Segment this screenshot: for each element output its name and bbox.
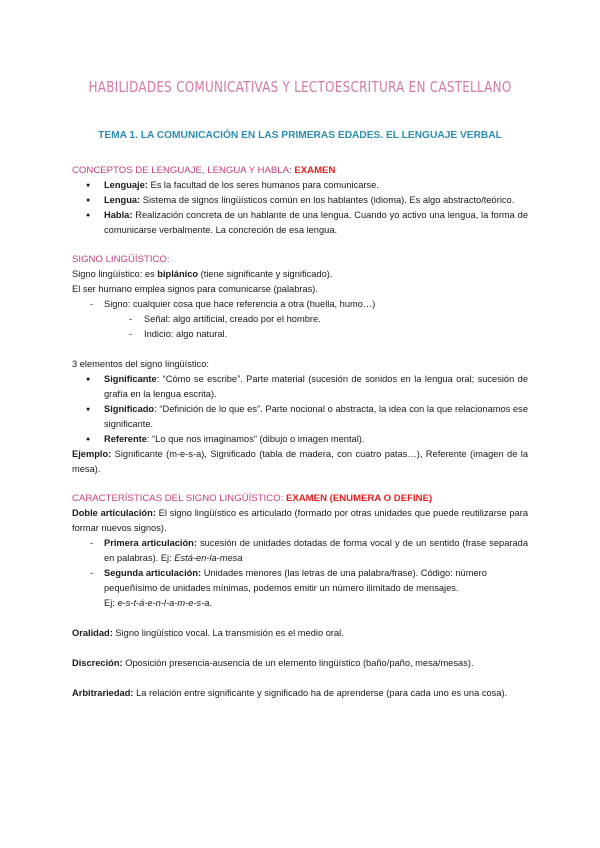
document-title: HABILIDADES COMUNICATIVAS Y LECTOESCRITURA EN CASTELLANO xyxy=(88,78,512,96)
exam-tag: EXAMEN (ENUMERA O DEFINE) xyxy=(285,493,433,504)
exam-tag: EXAMEN xyxy=(294,165,336,176)
signo-usage: El ser humano emplea signos para comunicarse (palabras). xyxy=(72,284,318,294)
list-item: - Indicio: algo natural. xyxy=(72,327,528,342)
list-item: ● Referente: “Lo que nos imaginamos” (dibujo o imagen mental). xyxy=(72,432,528,447)
section-heading-conceptos: CONCEPTOS DE LENGUAJE, LENGUA Y HABLA: EXAMEN xyxy=(72,165,336,176)
doble-articulacion: Doble articulación: El signo lingüístico es articulado (formado por otras unidades que puede reutilizarse para formar nuevos signos). xyxy=(72,508,528,533)
oralidad: Oralidad: Signo lingüístico vocal. La transmisión es el medio oral. xyxy=(72,628,344,638)
document-body xyxy=(72,163,528,701)
list-item: - Signo: cualquier cosa que hace referencia a otra (huella, humo…) xyxy=(72,297,528,312)
conceptos-list xyxy=(72,178,528,238)
section-heading-signo: SIGNO LINGÜÍSTICO: xyxy=(72,254,170,265)
discrecion: Discreción: Oposición presencia-ausencia de un elemento lingüístico (baño/paño, mesa/mesas). xyxy=(72,658,474,668)
signo-list xyxy=(72,297,528,342)
articulacion-list xyxy=(72,536,528,611)
list-item: - Señal: algo artificial, creado por el hombre. xyxy=(72,312,528,327)
list-item: ● Habla: Realización concreta de un hablante de una lengua. Cuando yo activo una lengua, la forma de comunicarse verbalmente. La concreción de esa lengua. xyxy=(72,208,528,238)
section-heading-caracteristicas: CARACTERÍSTICAS DEL SIGNO LINGÜÍSTICO: EXAMEN (ENUMERA O DEFINE) xyxy=(72,493,433,504)
list-item: ● Lenguaje: Es la facultad de los seres humanos para comunicarse. xyxy=(72,178,528,193)
list-item: - Primera articulación: sucesión de unidades dotadas de forma vocal y de un sentido (frase separada en palabras). Ej: Está-en-la-mesa xyxy=(72,536,528,566)
topic-title: TEMA 1. LA COMUNICACIÓN EN LAS PRIMERAS EDADES. EL LENGUAJE VERBAL xyxy=(98,130,502,141)
elements-list xyxy=(72,372,528,447)
list-item: - Segunda articulación: Unidades menores (las letras de una palabra/frase). Código: número pequeñísimo de unidades mínimas, podemos emitir un número ilimitado de mensajes. Ej: e-s-t-á-e-n-l-a-m-e-s-a. xyxy=(72,566,528,611)
example-paragraph: Ejemplo: Significante (m-e-s-a), Significado (tabla de madera, con cuatro patas…), Referente (imagen de la mesa). xyxy=(72,449,528,474)
list-item: ● Lengua: Sistema de signos lingüísticos común en los hablantes (idioma). Es algo abstracto/teórico. xyxy=(72,193,528,208)
elements-intro: 3 elementos del signo lingüístico: xyxy=(72,359,209,369)
list-item: ● Significado: “Definición de lo que es”. Parte nocional o abstracta, la idea con la que relacionamos ese significante. xyxy=(72,402,528,432)
arbitrariedad: Arbitrariedad: La relación entre significante y significado ha de aprenderse (para cada uno es una cosa). xyxy=(72,688,508,698)
list-item: ● Significante: “Cómo se escribe”. Parte material (sucesión de sonidos en la lengua oral; sucesión de grafía en la lengua escrita). xyxy=(72,372,528,402)
signo-definition: Signo lingüístico: es biplánico (tiene significante y significado). xyxy=(72,269,333,279)
